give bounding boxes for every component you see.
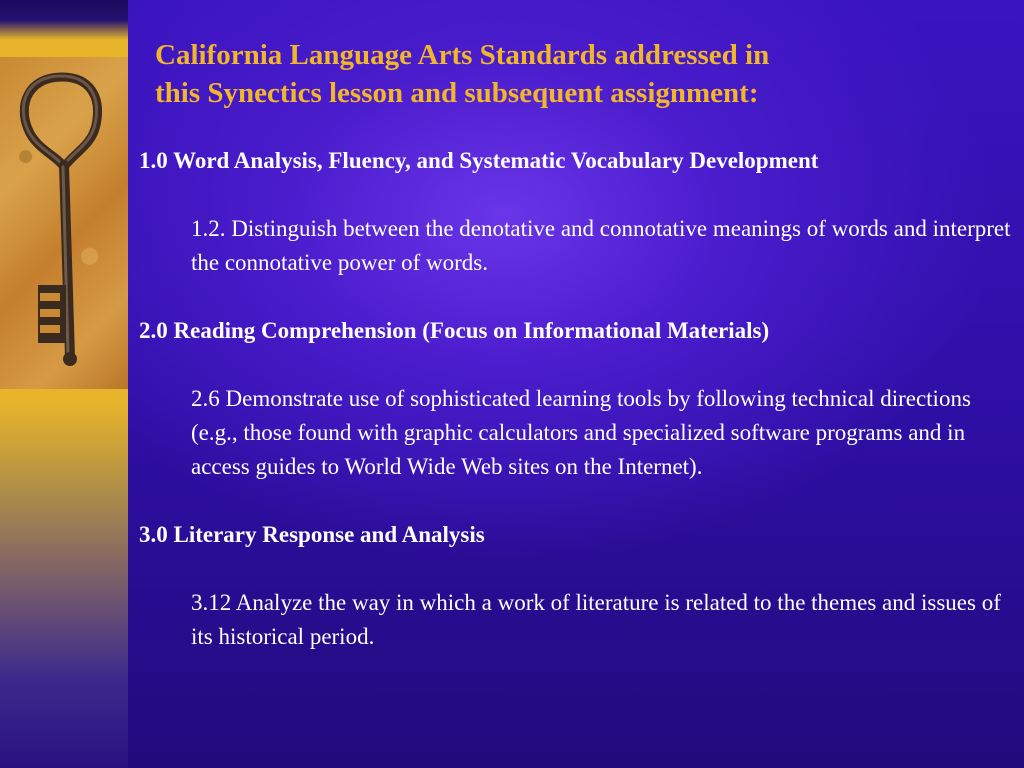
section-heading: 3.0 Literary Response and Analysis [139, 522, 485, 547]
standard-section [139, 314, 1019, 484]
section-heading: 2.0 Reading Comprehension (Focus on Informational Materials) [139, 318, 770, 343]
standard-section [139, 144, 1019, 280]
standard-section [139, 518, 1019, 654]
key-image [0, 57, 128, 389]
standards-list [139, 144, 1019, 688]
section-text: 1.2. Distinguish between the denotative and connotative meanings of words and interpret the connotative power of words. [191, 216, 1011, 275]
slide-title [155, 36, 975, 112]
section-text: 2.6 Demonstrate use of sophisticated learning tools by following technical directions (e.g., those found with graphic calculators and specialized software programs and in access guides to World Wide Web sites on the Internet). [191, 386, 971, 479]
title-line-2: this Synectics lesson and subsequent assignment: [155, 77, 759, 109]
section-text: 3.12 Analyze the way in which a work of literature is related to the themes and issues of its historical period. [191, 590, 1001, 649]
section-heading: 1.0 Word Analysis, Fluency, and Systematic Vocabulary Development [139, 148, 819, 173]
key-icon [0, 57, 128, 389]
slide-body [128, 0, 1024, 768]
title-line-1: California Language Arts Standards addressed in [155, 39, 770, 71]
